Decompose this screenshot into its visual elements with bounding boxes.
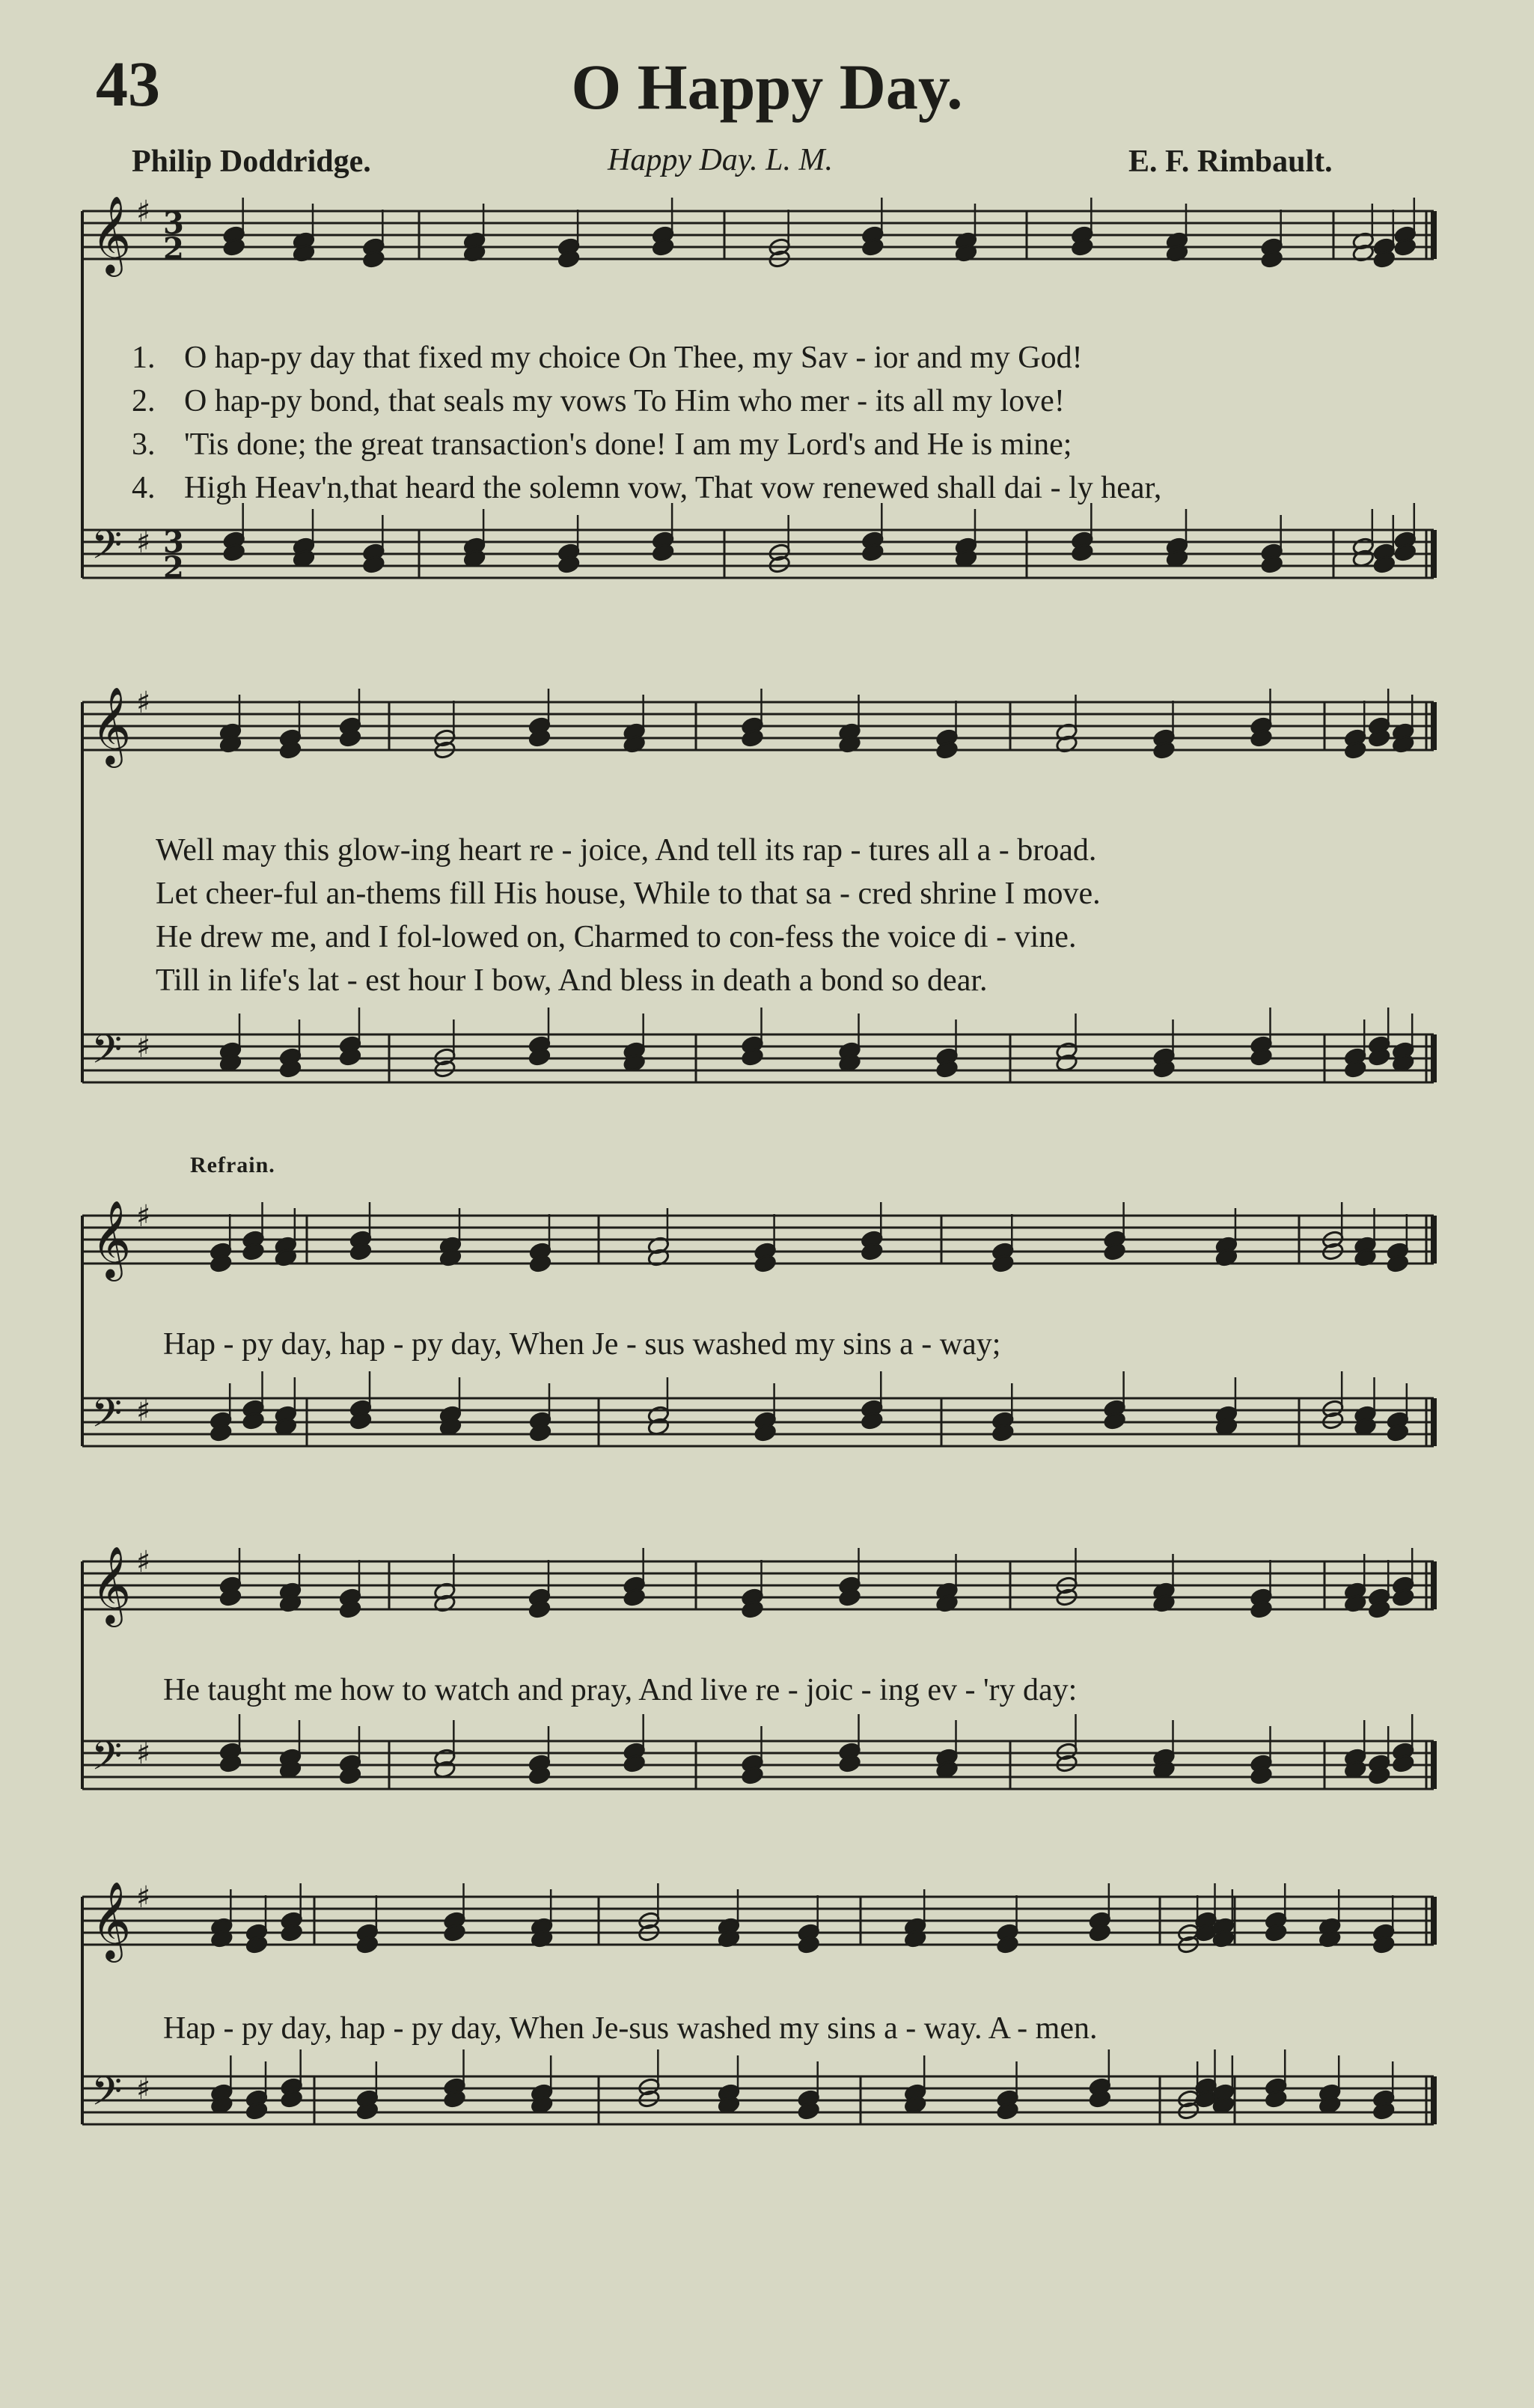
verse-lyric: 'Tis done; the great transaction's done! I am my Lord's and He is mine; — [184, 427, 1072, 462]
verse-2-line-a — [132, 383, 1404, 419]
time-signature-bottom: 2 — [163, 550, 184, 585]
bass-clef: 𝄢 — [91, 2069, 123, 2124]
treble-clef: 𝄞 — [91, 1881, 132, 1960]
verse-3-line-a — [132, 427, 1404, 463]
bass-clef: 𝄢 — [91, 1027, 123, 1082]
refrain-label: Refrain. — [190, 1153, 275, 1177]
time-signature-top: 3 — [163, 206, 184, 241]
sharp-sign: ♯ — [136, 1394, 151, 1428]
verse-4-line-b: Till in life's lat - est hour I bow, And bless in death a bond so dear. — [156, 963, 988, 998]
verse-lyric: O hap-py bond, that seals my vows To Him who mer - its all my love! — [184, 384, 1065, 418]
composer-credit: E. F. Rimbault. — [1128, 144, 1333, 179]
time-signature-top: 3 — [163, 525, 184, 560]
treble-clef: 𝄞 — [91, 1546, 132, 1624]
hymn-title: O Happy Day. — [571, 51, 963, 123]
bass-clef: 𝄢 — [91, 1734, 123, 1789]
time-signature-bottom: 2 — [163, 231, 184, 266]
verse-2-line-b: Let cheer-ful an-thems fill His house, While to that sa - cred shrine I move. — [156, 877, 1101, 911]
verse-lyric: High Heav'n,that heard the solemn vow, That vow renewed shall dai - ly hear, — [184, 471, 1162, 505]
tune-name: Happy Day. L. M. — [608, 143, 833, 177]
verse-lyric: O hap-py day that fixed my choice On Thee, my Sav - ior and my God! — [184, 341, 1083, 375]
verse-number: 1. — [132, 341, 156, 375]
sharp-sign: ♯ — [136, 195, 151, 229]
verse-number: 2. — [132, 384, 156, 418]
sharp-sign: ♯ — [136, 2072, 151, 2106]
refrain-line-3: Hap - py day, hap - py day, When Je-sus washed my sins a - way. A - men. — [163, 2011, 1098, 2046]
treble-clef: 𝄞 — [91, 1200, 132, 1278]
verse-3-line-b: He drew me, and I fol-lowed on, Charmed to con-fess the voice di - vine. — [156, 920, 1077, 954]
sharp-sign: ♯ — [136, 1199, 151, 1234]
refrain-line-1: Hap - py day, hap - py day, When Je - sus washed my sins a - way; — [163, 1327, 1001, 1362]
treble-clef: 𝄞 — [91, 686, 132, 765]
refrain-line-2: He taught me how to watch and pray, And live re - joic - ing ev - 'ry day: — [163, 1673, 1078, 1707]
bass-clef: 𝄢 — [91, 1391, 123, 1446]
treble-clef: 𝄞 — [91, 195, 132, 274]
sharp-sign: ♯ — [136, 1737, 151, 1771]
sharp-sign: ♯ — [136, 1030, 151, 1064]
author-credit: Philip Doddridge. — [132, 144, 371, 179]
verse-1-line-b: Well may this glow-ing heart re - joice, And tell its rap - tures all a - broad. — [156, 833, 1097, 868]
verse-number: 4. — [132, 471, 156, 505]
bass-clef: 𝄢 — [91, 522, 123, 578]
sharp-sign: ♯ — [136, 686, 151, 720]
sharp-sign: ♯ — [136, 1545, 151, 1579]
sharp-sign: ♯ — [136, 1880, 151, 1915]
verse-1-line-a — [132, 340, 1404, 376]
verse-number: 3. — [132, 427, 156, 462]
verse-4-line-a — [132, 470, 1404, 506]
hymn-number: 43 — [96, 48, 160, 120]
sharp-sign: ♯ — [136, 525, 151, 560]
